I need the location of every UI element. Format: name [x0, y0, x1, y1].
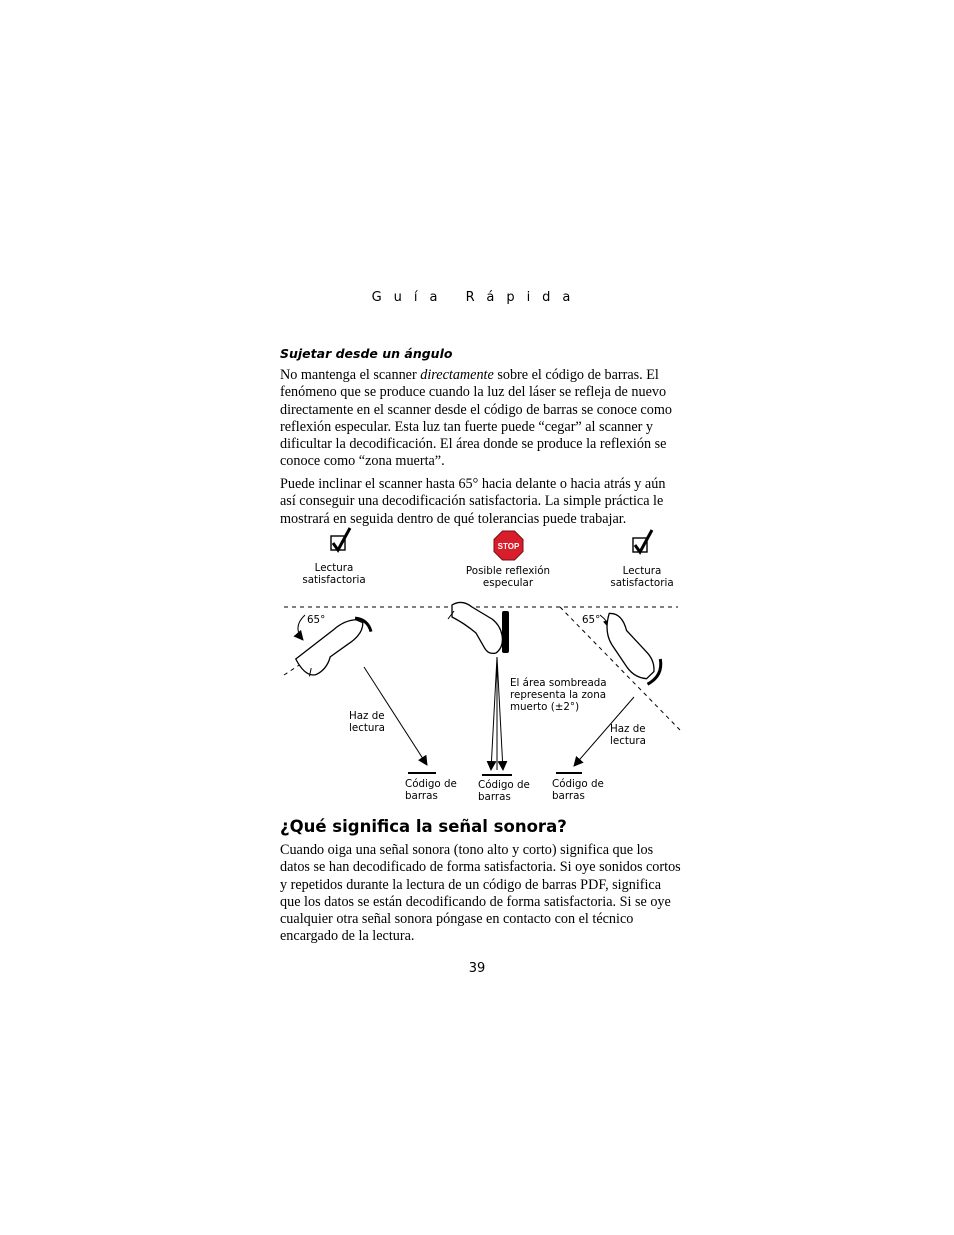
barcode-left-line2: barras: [405, 790, 438, 802]
status-center-label: [460, 565, 556, 589]
scanner-center-icon: [448, 602, 509, 653]
dead-zone-line1: El área sombreada: [510, 677, 607, 689]
right-beam-label: [610, 723, 646, 747]
dead-zone-line3: muerto (±2°): [510, 701, 580, 713]
stop-sign-icon: [494, 531, 523, 560]
scanner-left-icon: [293, 612, 375, 679]
dead-zone-line2: representa la zona: [510, 689, 607, 701]
subhead-angle: Sujetar desde un ángulo: [280, 346, 453, 361]
dead-zone-note: [510, 677, 607, 713]
section-title-beep: ¿Qué significa la señal sonora?: [280, 817, 567, 836]
left-beam-line2: lectura: [349, 722, 385, 734]
left-angle-arc: [298, 615, 305, 640]
right-beam-line1: Haz de: [610, 723, 646, 735]
status-right-label: [608, 565, 676, 589]
running-head: Guía Rápida: [371, 290, 583, 305]
paragraph-beep: Cuando oiga una señal sonora (tono alto y corto) significa que los datos se han decodificado de forma satisfactoria. Si oye sonidos cortos y repetidos durante la lectura de un código de barras PDF, significa que los datos se están decodificando de forma satisfactoria. Si se oye cualquier otra señal sonora póngase en contacto con el técnico encargado de la lectura.: [280, 842, 681, 945]
status-center-line2: especular: [482, 577, 534, 589]
status-left-label: [300, 562, 368, 586]
barcode-center-line2: barras: [478, 791, 511, 803]
checkmark-icon-right: [633, 530, 652, 552]
barcode-left-line1: Código de: [405, 778, 457, 790]
barcode-left-label: [405, 778, 457, 802]
p1-text-a: No mantenga el scanner: [280, 367, 421, 383]
p1-emphasis: directamente: [420, 367, 494, 383]
paragraph-tilt: Puede inclinar el scanner hasta 65° hacia delante o hacia atrás y aún así conseguir una decodificación satisfactoria. La simple práctica le mostrará en seguida dentro de qué tolerancias puede trabajar.: [280, 476, 666, 527]
barcode-right-label: [552, 778, 604, 802]
barcode-center-line1: Código de: [478, 779, 530, 791]
barcode-right-line2: barras: [552, 790, 585, 802]
paragraph-specular: [280, 367, 684, 471]
status-left-line1: Lectura: [314, 562, 354, 574]
barcode-right-line1: Código de: [552, 778, 604, 790]
status-left-line2: satisfactoria: [302, 574, 366, 586]
left-beam-label: [349, 710, 385, 734]
stop-sign-text: STOP: [497, 542, 520, 551]
checkmark-icon-left: [331, 528, 350, 550]
status-right-line2: satisfactoria: [610, 577, 674, 589]
angle-left-label: 65°: [307, 614, 326, 626]
scanner-right-icon: [589, 611, 673, 686]
scan-angle-figure: [270, 525, 690, 810]
left-beam-line1: Haz de: [349, 710, 385, 722]
status-center-line1: Posible reflexión: [465, 565, 551, 577]
page-number: 39: [468, 961, 486, 976]
dead-zone-beam: [491, 657, 503, 770]
angle-right-label: 65°: [582, 614, 601, 626]
barcode-center-label: [478, 779, 530, 803]
p1-text-b: sobre el código de barras. El fenómeno que se produce cuando la luz del láser se refleja de nuevo directamente en el scanner desde el código de barras se conoce como reflexión especular. Esta luz tan fuerte puede “cegar” al scanner y dificultar la decodificación. El área donde se produce la reflexión se conoce como “zona muerta”.: [280, 367, 672, 470]
right-beam-line2: lectura: [610, 735, 646, 747]
status-right-line1: Lectura: [622, 565, 662, 577]
